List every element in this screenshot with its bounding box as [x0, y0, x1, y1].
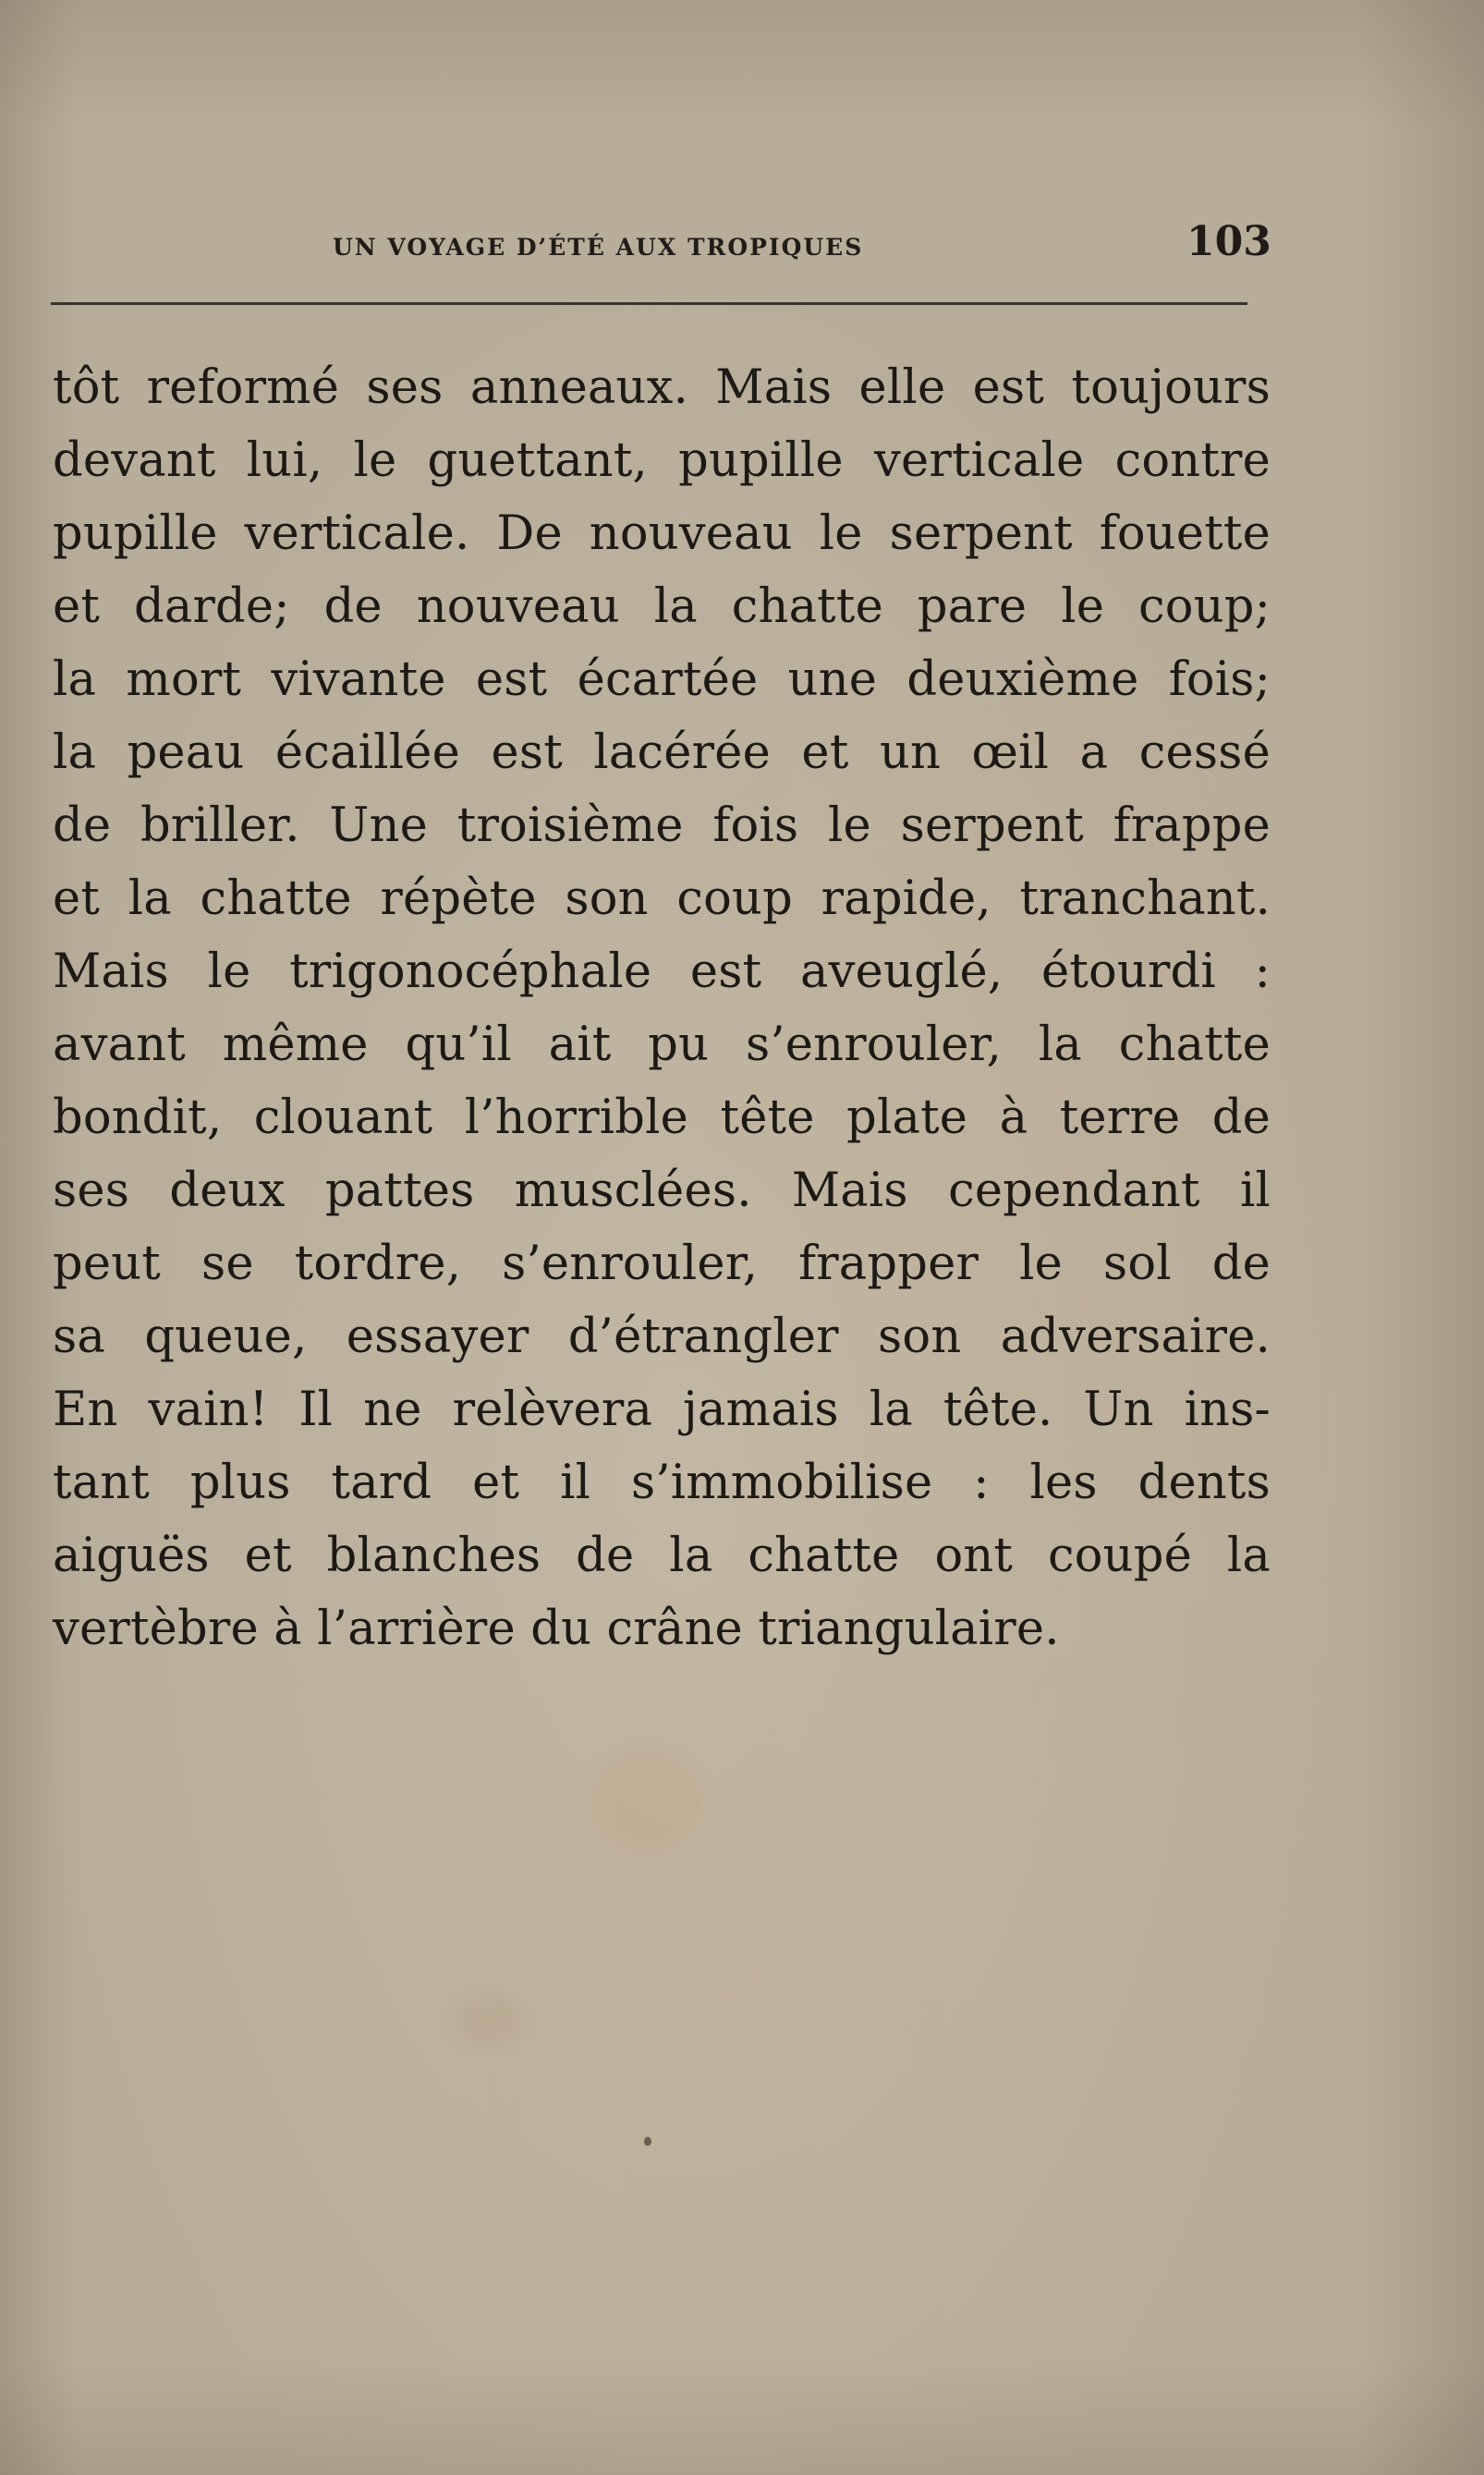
- text-line: aiguës et blanches de la chatte ont coupé la: [53, 1529, 1271, 1583]
- header-rule: [51, 302, 1247, 305]
- text-line: Mais le trigonocéphale est aveuglé, étourdi :: [53, 945, 1271, 999]
- text-line: bondit, clouant l’horrible tête plate à terre de: [53, 1091, 1271, 1145]
- paper-stain: [457, 1996, 522, 2044]
- text-line: et darde; de nouveau la chatte pare le coup;: [53, 579, 1271, 634]
- ink-speck: [644, 2137, 651, 2146]
- text-line: tant plus tard et il s’immobilise : les dents: [53, 1456, 1271, 1510]
- body-text: [53, 351, 1271, 1665]
- text-line: de briller. Une troisième fois le serpent frappe: [53, 799, 1271, 853]
- text-line: En vain! Il ne relèvera jamais la tête. Un ins-: [53, 1383, 1271, 1437]
- text-line: peut se tordre, s’enrouler, frapper le sol de: [53, 1237, 1271, 1291]
- text-line: la peau écaillée est lacérée et un œil a cessé: [53, 725, 1271, 780]
- text-line: la mort vivante est écartée une deuxième fois;: [53, 652, 1271, 707]
- text-line: sa queue, essayer d’étrangler son adversaire.: [53, 1310, 1271, 1364]
- text-line: pupille verticale. De nouveau le serpent fouette: [53, 506, 1271, 561]
- paper-stain: [591, 1751, 702, 1853]
- running-head: UN VOYAGE D’ÉTÉ AUX TROPIQUES: [333, 234, 864, 261]
- text-line: vertèbre à l’arrière du crâne triangulaire.: [53, 1602, 1060, 1656]
- text-line: devant lui, le guettant, pupille verticale contre: [53, 433, 1271, 488]
- text-line: tôt reformé ses anneaux. Mais elle est toujours: [53, 360, 1271, 415]
- text-line: ses deux pattes musclées. Mais cependant il: [53, 1164, 1271, 1218]
- page-header: [0, 0, 1484, 277]
- page-number: 103: [1186, 218, 1271, 265]
- text-line: et la chatte répète son coup rapide, tranchant.: [53, 872, 1271, 926]
- text-line: avant même qu’il ait pu s’enrouler, la chatte: [53, 1018, 1271, 1072]
